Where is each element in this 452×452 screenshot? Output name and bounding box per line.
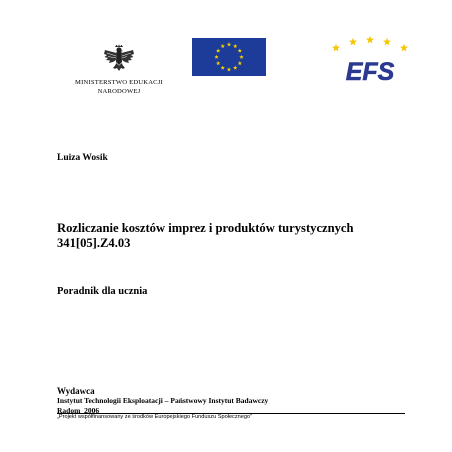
efs-star-icon (366, 36, 374, 43)
document-code: 341[05].Z4.03 (57, 236, 131, 250)
publisher-block (57, 386, 268, 415)
publisher-place-year: Radom 2006 (57, 405, 100, 415)
efs-star-icon (332, 44, 340, 52)
efs-star-icon (383, 38, 391, 46)
efs-star-icon (349, 38, 357, 46)
funding-footnote: „Projekt współfinansowany ze środków Europejskiego Funduszu Społecznego” (57, 414, 252, 420)
publisher-label: Wydawca (57, 386, 95, 396)
efs-star-icon (400, 44, 408, 52)
author-name: Luiza Wosik (57, 153, 108, 163)
ministry-logo (74, 44, 164, 96)
eu-flag-icon (192, 38, 266, 76)
ministry-name-line1: MINISTERSTWO EDUKACJI (75, 79, 163, 86)
polish-eagle-icon (102, 44, 136, 76)
efs-text: EFS (345, 58, 395, 86)
efs-logo (322, 36, 418, 86)
title-block (57, 221, 354, 251)
document-subtitle: Poradnik dla ucznia (57, 286, 148, 297)
document-title: Rozliczanie kosztów imprez i produktów turystycznych (57, 221, 354, 235)
publisher-institute: Instytut Technologii Eksploatacji – Państwowy Instytut Badawczy (57, 396, 269, 405)
ministry-name-line2: NARODOWEJ (97, 88, 141, 95)
